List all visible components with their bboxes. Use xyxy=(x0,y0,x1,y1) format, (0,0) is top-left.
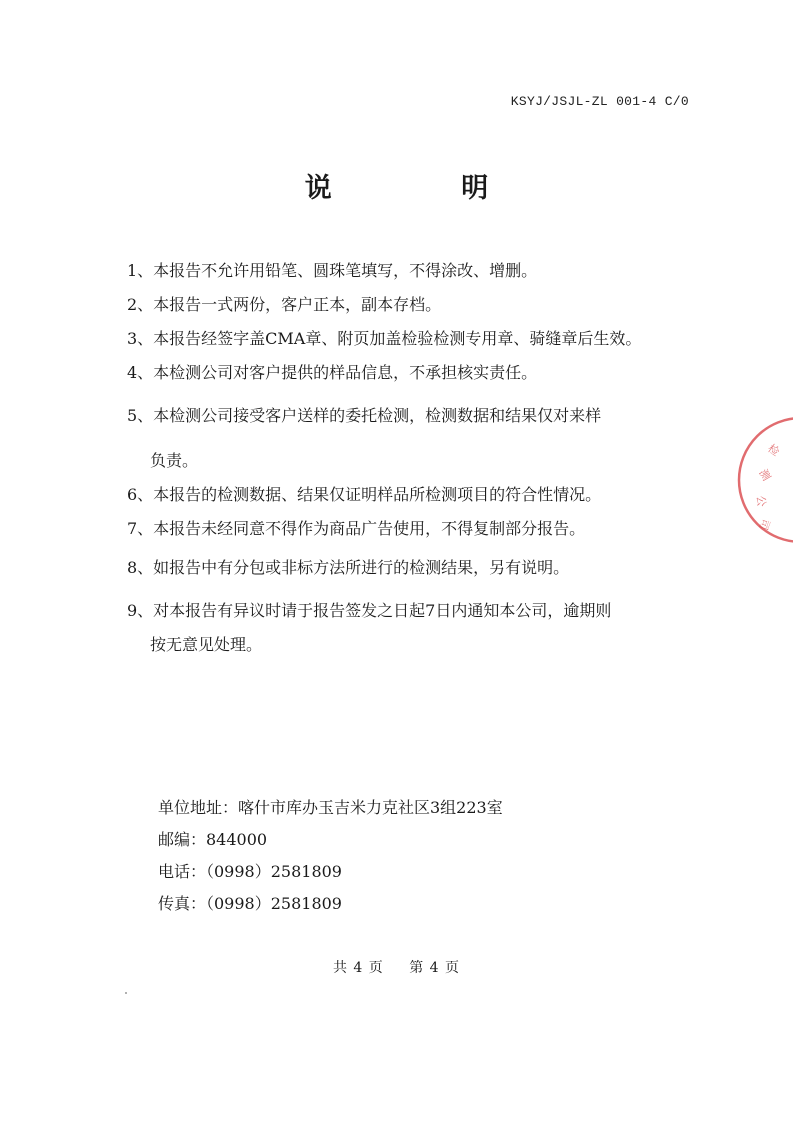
list-item: 7、本报告未经同意不得作为商品广告使用，不得复制部分报告。 xyxy=(127,519,586,538)
page-total: 共 4 页 xyxy=(332,960,384,976)
page-footer xyxy=(0,957,793,977)
list-item: 9、对本报告有异议时请于报告签发之日起7日内通知本公司，逾期则 xyxy=(127,601,612,620)
scan-speck xyxy=(125,992,127,994)
list-item: 5、本检测公司接受客户送样的委托检测，检测数据和结果仅对来样 xyxy=(127,406,602,425)
svg-text:公: 公 xyxy=(754,495,768,508)
svg-text:测: 测 xyxy=(756,467,774,484)
list-item-continuation: 按无意见处理。 xyxy=(150,635,263,654)
fax-line: 传真：（0998）2581809 xyxy=(158,894,342,913)
list-item: 2、本报告一式两份，客户正本，副本存档。 xyxy=(127,295,442,314)
document-code: KSYJ/JSJL-ZL 001-4 C/0 xyxy=(510,94,689,109)
list-item: 1、本报告不允许用铅笔、圆珠笔填写，不得涂改、增删。 xyxy=(127,261,538,280)
phone-line: 电话：（0998）2581809 xyxy=(158,862,342,881)
page-current: 第 4 页 xyxy=(409,960,461,976)
list-item: 4、本检测公司对客户提供的样品信息，不承担核实责任。 xyxy=(127,363,538,382)
svg-text:司: 司 xyxy=(756,516,773,532)
seal-stamp-icon xyxy=(731,410,793,550)
list-item-continuation: 负责。 xyxy=(150,451,199,470)
list-item: 3、本报告经签字盖CMA章、附页加盖检验检测专用章、骑缝章后生效。 xyxy=(127,329,642,348)
address-line: 单位地址：喀什市库办玉吉米力克社区3组223室 xyxy=(158,798,503,817)
list-item: 8、如报告中有分包或非标方法所进行的检测结果，另有说明。 xyxy=(127,558,570,577)
page-title: 说 明 xyxy=(304,173,549,204)
svg-text:检: 检 xyxy=(765,441,782,459)
postcode-line: 邮编：844000 xyxy=(158,830,268,849)
list-item: 6、本报告的检测数据、结果仅证明样品所检测项目的符合性情况。 xyxy=(127,485,602,504)
